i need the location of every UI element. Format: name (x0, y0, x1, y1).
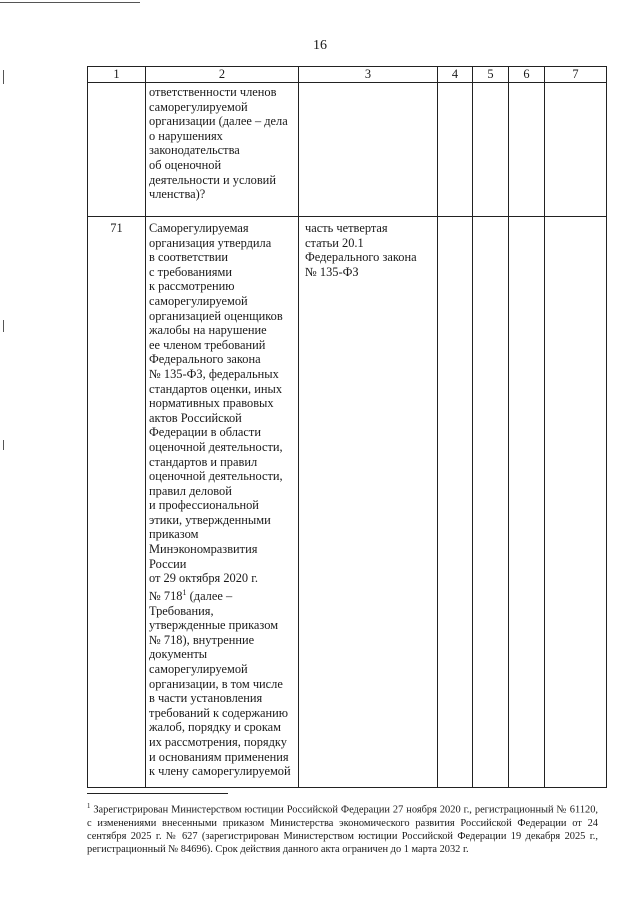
cell-text-line: актов Российской (149, 410, 242, 425)
cell-text-line: к члену саморегулируемой (149, 764, 291, 779)
cell-text-line: приказом (149, 527, 199, 542)
cell-text-line: к рассмотрению (149, 279, 235, 294)
table-header-row (88, 67, 607, 83)
footnote-ref: 1 (182, 587, 187, 597)
cell-text-line: с требованиями (149, 264, 232, 279)
answer-no-cell (473, 83, 509, 217)
cell-text-line: № 135-ФЗ (305, 264, 359, 279)
cell-text-line: саморегулируемой (149, 99, 248, 114)
cell-text-line: нормативных правовых (149, 396, 274, 411)
header-col-4: 4 (438, 67, 473, 83)
row-number-cell: 71 (88, 217, 146, 788)
cell-text-line: организацией оценщиков (149, 308, 283, 323)
footnote-marker: 1 (87, 803, 91, 810)
cell-text-line: Саморегулируемая (149, 221, 249, 235)
scan-mark-left-3 (3, 440, 4, 450)
cell-text-line: их рассмотрения, порядку (149, 734, 287, 749)
questions-table (87, 66, 607, 788)
question-cell (146, 83, 299, 217)
cell-text-line: законодательства (149, 143, 240, 158)
cell-text-line: ее членом требований (149, 337, 266, 352)
cell-text-line: деятельности и условий (149, 172, 276, 187)
cell-text-line: требований к содержанию (149, 705, 288, 720)
question-cell (146, 217, 299, 788)
cell-text-line: и основаниям применения (149, 749, 289, 764)
cell-text-line: утвержденные приказом (149, 618, 279, 633)
cell-text-line: от 29 октября 2020 г. (149, 571, 258, 586)
cell-text-line: ответственности членов (149, 85, 277, 99)
scan-mark-left-2 (3, 320, 4, 332)
header-col-7: 7 (545, 67, 607, 83)
cell-text-line: членства)? (149, 187, 206, 202)
cell-text-line: об оценочной (149, 157, 222, 172)
footnote-text: Зарегистрирован Министерством юстиции Российской Федерации 27 ноября 2020 г., регистрационный № 61120, с изменениями внесенными приказом Министерства экономического развития Российской Федерации от 24 сентября 2025 г. № 627 (зарегистрирован Министерством юстиции Российской Федерации 19 декабря 2025 г., регистрационный № 84696). Срок действия данного акта ограничен до 1 марта 2032 г. (87, 804, 598, 856)
cell-text-line: стандартов и правил (149, 454, 258, 469)
cell-text-line: Минэкономразвития (149, 542, 258, 557)
footnote-separator (87, 793, 228, 794)
answer-yes-cell (438, 83, 473, 217)
cell-text-line: часть четвертая (305, 221, 388, 235)
cell-text-line: Федерации в области (149, 425, 261, 440)
cell-text-line: № 718), внутренние (149, 632, 255, 647)
header-col-6: 6 (509, 67, 545, 83)
cell-text-line: № 135-ФЗ, федеральных (149, 366, 279, 381)
cell-text-line: Федерального закона (149, 352, 261, 367)
table-row-continuation (88, 83, 607, 217)
answer-na-cell (509, 83, 545, 217)
row-number-cell (88, 83, 146, 217)
cell-text-line: организации (далее – дела (149, 114, 288, 129)
header-col-1: 1 (88, 67, 146, 83)
cell-text-line (149, 586, 295, 604)
answer-no-cell (473, 217, 509, 788)
cell-text-line: правил деловой (149, 483, 232, 498)
header-col-3: 3 (299, 67, 438, 83)
cell-text-line: Федерального закона (305, 250, 417, 265)
cell-text-line: о нарушениях (149, 128, 223, 143)
cell-text-line: саморегулируемой (149, 293, 248, 308)
legal-basis-cell (299, 83, 438, 217)
cell-text-line: саморегулируемой (149, 661, 248, 676)
after-ref-text: (далее – (186, 588, 233, 603)
cell-text-line: стандартов оценки, иных (149, 381, 283, 396)
cell-text-line: статьи 20.1 (305, 235, 364, 250)
table-row-71 (88, 217, 607, 788)
note-cell (545, 217, 607, 788)
cell-text-line: организации, в том числе (149, 676, 283, 691)
cell-text-line: оценочной деятельности, (149, 439, 283, 454)
cell-text-line: в части установления (149, 691, 263, 706)
order-number: № 718 (149, 588, 183, 603)
header-col-2: 2 (146, 67, 299, 83)
cell-text-line: в соответствии (149, 250, 228, 265)
cell-text-line: документы (149, 647, 208, 662)
cell-text-line: жалобы на нарушение (149, 323, 267, 338)
page-number: 16 (313, 38, 327, 53)
legal-basis-cell (299, 217, 438, 788)
answer-na-cell (509, 217, 545, 788)
cell-text-line: России (149, 556, 187, 571)
cell-text-line: оценочной деятельности, (149, 469, 283, 484)
footnote (87, 800, 598, 856)
cell-text-line: организация утвердила (149, 235, 272, 250)
header-col-5: 5 (473, 67, 509, 83)
cell-text-line: и профессиональной (149, 498, 259, 513)
cell-text-line: Требования, (149, 603, 214, 618)
scan-mark-left-1 (3, 70, 4, 84)
scan-mark-top (0, 2, 140, 3)
answer-yes-cell (438, 217, 473, 788)
cell-text-line: жалоб, порядку и срокам (149, 720, 282, 735)
cell-text-line: этики, утвержденными (149, 512, 271, 527)
note-cell (545, 83, 607, 217)
